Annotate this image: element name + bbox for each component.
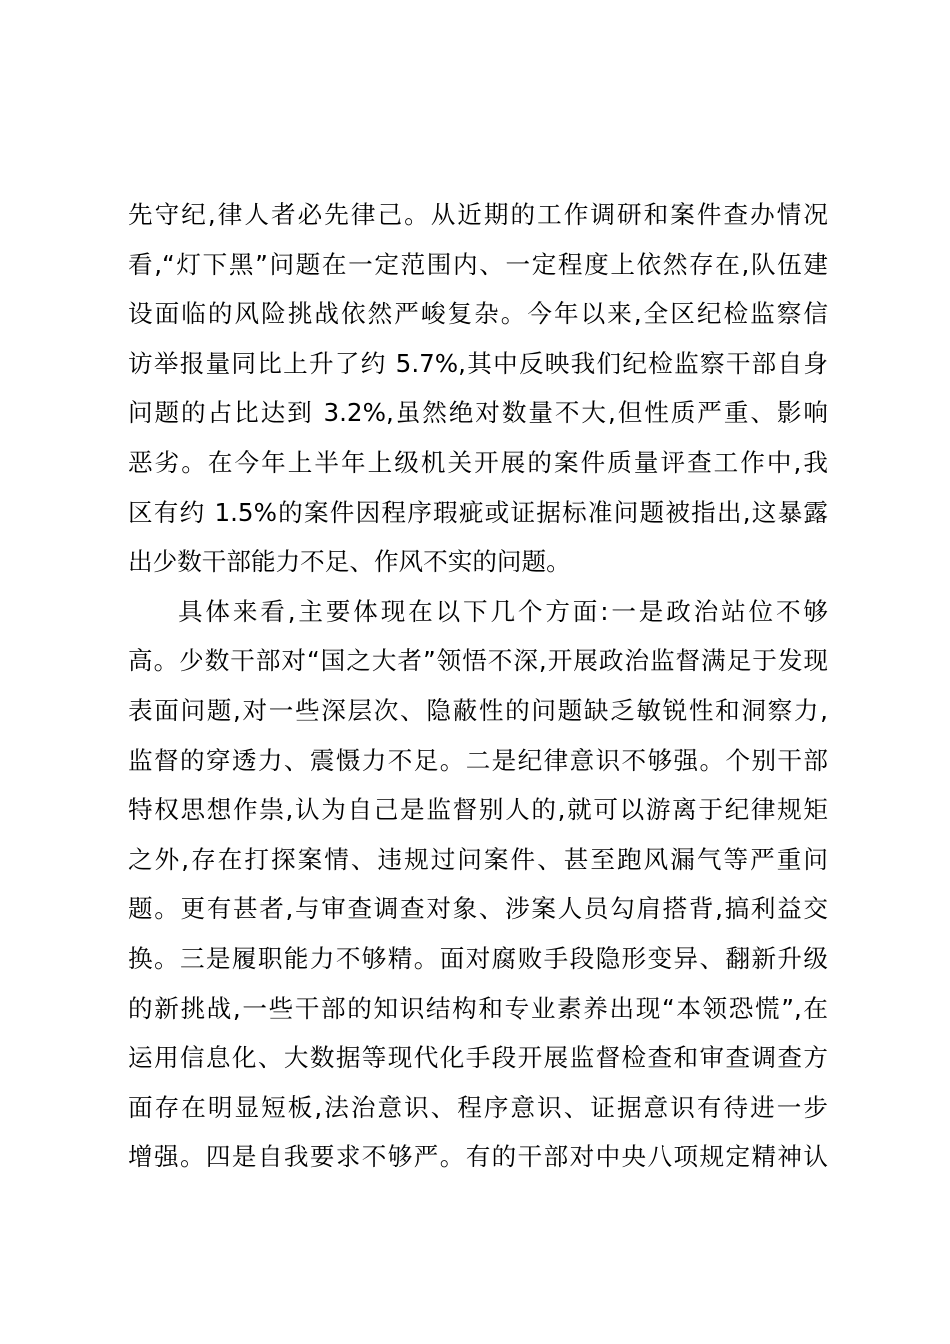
text-line: 设面临的风险挑战依然严峻复杂。今年以来,全区纪检监察信 [128, 299, 828, 329]
text-line: 恶劣。在今年上半年上级机关开展的案件质量评查工作中,我 [128, 447, 828, 477]
text-line: 增强。四是自我要求不够严。有的干部对中央八项规定精神认 [128, 1142, 828, 1172]
text-line: 访举报量同比上升了约 5.7%,其中反映我们纪检监察干部自身 [128, 348, 828, 378]
text-line: 高。少数干部对“国之大者”领悟不深,开展政治监督满足于发现 [128, 646, 828, 676]
text-line: 题。更有甚者,与审查调查对象、涉案人员勾肩搭背,搞利益交 [128, 894, 828, 924]
text-line: 先守纪,律人者必先律己。从近期的工作调研和案件查办情况 [128, 200, 828, 229]
text-line: 监督的穿透力、震慑力不足。二是纪律意识不够强。个别干部 [128, 745, 828, 775]
document-body [128, 190, 828, 1182]
text-line: 具体来看,主要体现在以下几个方面:一是政治站位不够 [178, 596, 828, 626]
text-line: 特权思想作祟,认为自己是监督别人的,就可以游离于纪律规矩 [128, 795, 828, 825]
text-line: 换。三是履职能力不够精。面对腐败手段隐形变异、翻新升级 [128, 943, 828, 973]
paragraph-specific-issues [128, 587, 828, 1182]
text-line: 运用信息化、大数据等现代化手段开展监督检查和审查调查方 [128, 1043, 828, 1073]
text-line: 区有约 1.5%的案件因程序瑕疵或证据标准问题被指出,这暴露 [128, 497, 828, 527]
text-line: 表面问题,对一些深层次、隐蔽性的问题缺乏敏锐性和洞察力, [128, 695, 828, 725]
paragraph-situation [128, 190, 828, 587]
text-line: 的新挑战,一些干部的知识结构和专业素养出现“本领恐慌”,在 [128, 993, 828, 1023]
text-line: 问题的占比达到 3.2%,虽然绝对数量不大,但性质严重、影响 [128, 398, 828, 428]
text-line: 面存在明显短板,法治意识、程序意识、证据意识有待进一步 [128, 1092, 828, 1122]
text-line: 看,“灯下黑”问题在一定范围内、一定程度上依然存在,队伍建 [128, 249, 828, 279]
text-line: 之外,存在打探案情、违规过问案件、甚至跑风漏气等严重问 [128, 844, 828, 874]
text-line: 出少数干部能力不足、作风不实的问题。 [128, 547, 571, 577]
